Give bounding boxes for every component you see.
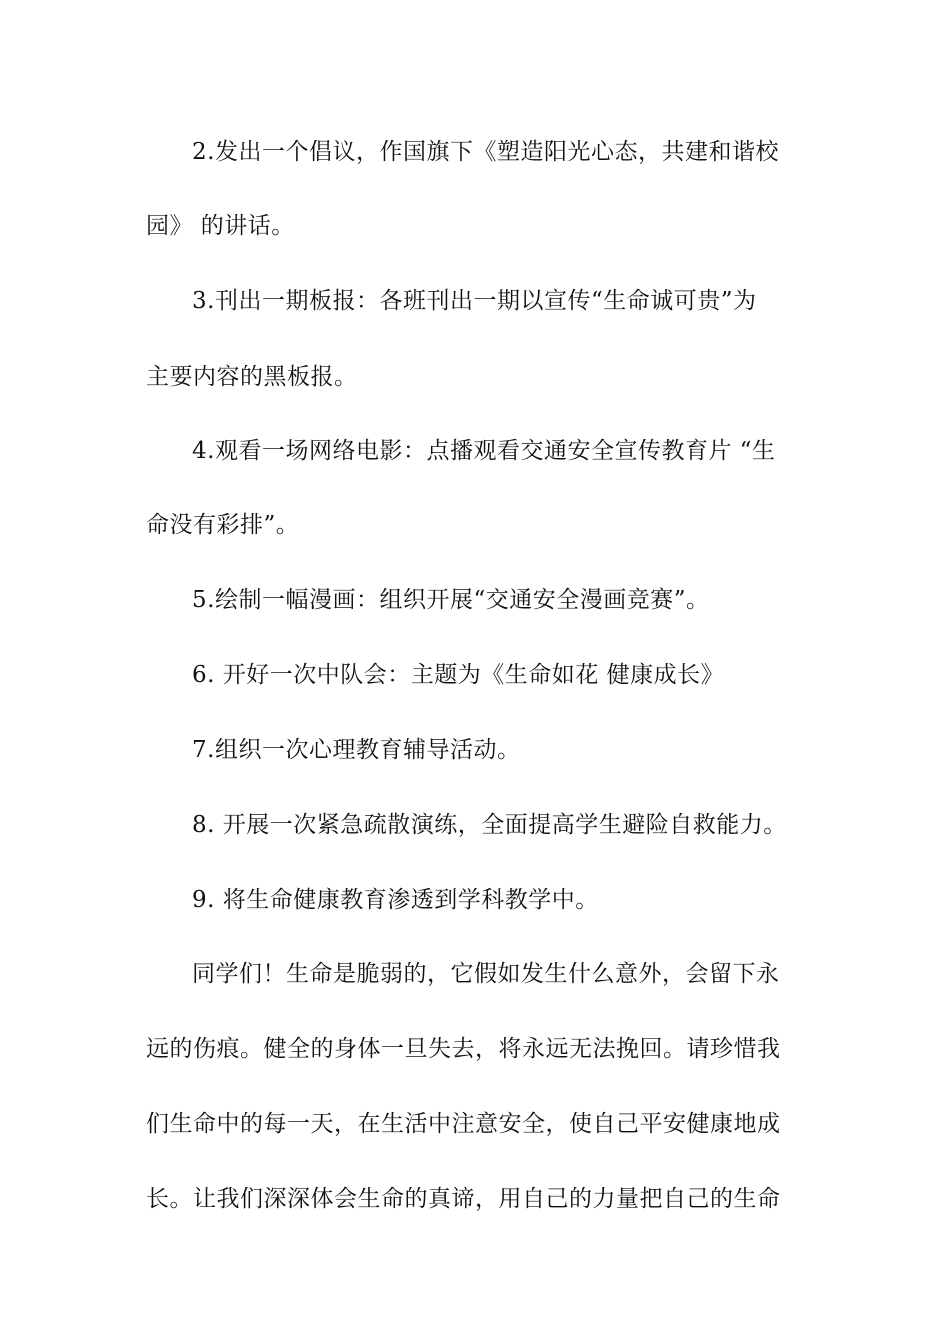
text-line: 们生命中的每一天，在生活中注意安全，使自己平安健康地成	[146, 1111, 781, 1137]
text-line: 9. 将生命健康教育渗透到学科教学中。	[192, 887, 599, 913]
text-line: 主要内容的黑板报。	[146, 364, 358, 390]
text-line: 同学们！生命是脆弱的，它假如发生什么意外，会留下永	[192, 961, 780, 987]
text-line: 远的伤痕。健全的身体一旦失去，将永远无法挽回。请珍惜我	[146, 1036, 781, 1062]
text-line: 长。让我们深深体会生命的真谛，用自己的力量把自己的生命	[146, 1186, 781, 1212]
text-line: 命没有彩排”。	[146, 512, 300, 538]
text-line: 6. 开好一次中队会：主题为《生命如花 健康成长》	[192, 662, 725, 688]
text-line: 4.观看一场网络电影：点播观看交通安全宣传教育片 “生	[192, 438, 776, 464]
text-line: 2.发出一个倡议，作国旗下《塑造阳光心态，共建和谐校	[192, 139, 779, 165]
text-line: 8. 开展一次紧急疏散演练，全面提高学生避险自救能力。	[192, 812, 787, 838]
text-line: 5.绘制一幅漫画：组织开展“交通安全漫画竞赛”。	[192, 587, 710, 613]
text-line: 7.组织一次心理教育辅导活动。	[192, 737, 521, 763]
text-line: 园》 的讲话。	[146, 213, 295, 239]
text-line: 3.刊出一期板报：各班刊出一期以宣传“生命诚可贵”为	[192, 288, 757, 314]
